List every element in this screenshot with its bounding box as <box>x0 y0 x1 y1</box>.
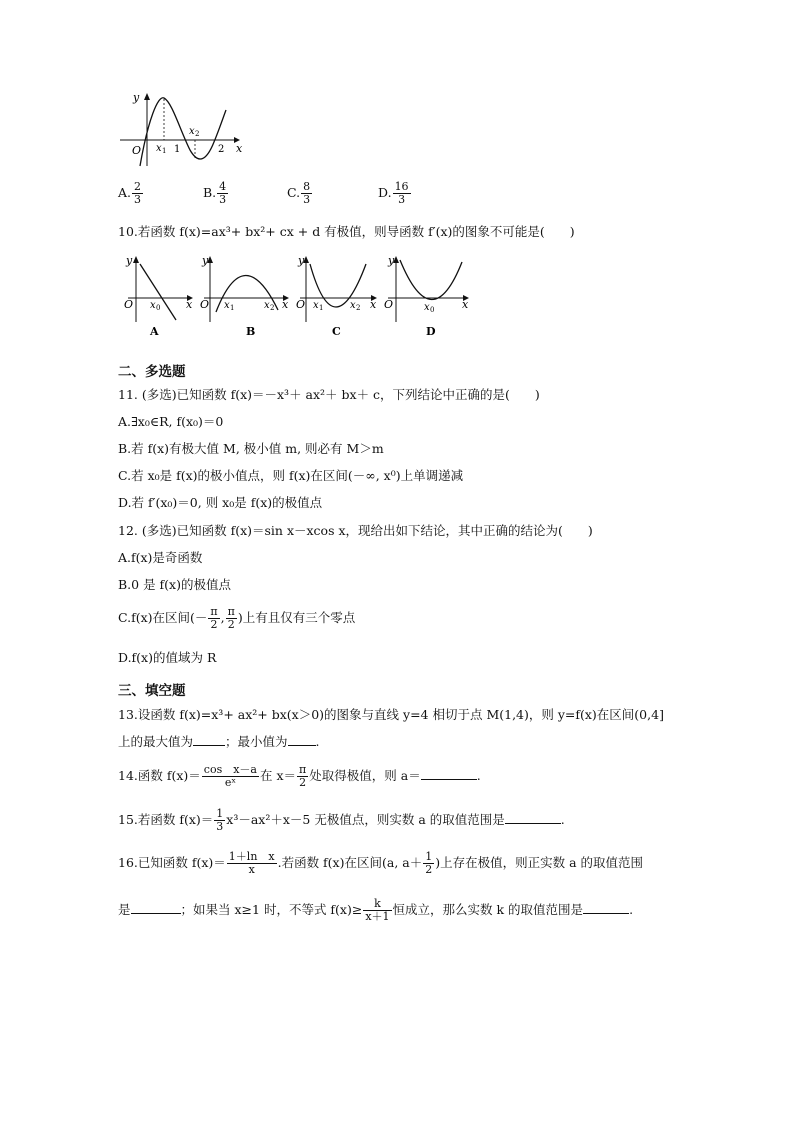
q12-stem: 12. (多选)已知函数 f(x)＝sin x－xcos x，现给出如下结论，其中正确的结论为( ) <box>118 523 593 538</box>
svg-text:O: O <box>296 298 306 311</box>
svg-text:2: 2 <box>270 304 275 312</box>
cubic-function-graph <box>118 90 244 170</box>
svg-text:x: x <box>186 298 193 311</box>
answer-blank <box>131 902 181 914</box>
svg-text:x: x <box>282 298 289 311</box>
section-heading-fill-in: 三、填空题 <box>118 683 186 699</box>
q12-option-b: B.0 是 f(x)的极值点 <box>118 577 231 592</box>
q12-option-a: A.f(x)是奇函数 <box>118 550 203 565</box>
svg-text:x: x <box>264 300 270 311</box>
svg-text:x: x <box>156 143 162 154</box>
svg-text:0: 0 <box>156 304 161 312</box>
q12-option-d: D.f(x)的值域为 R <box>118 650 217 665</box>
svg-text:O: O <box>200 298 210 311</box>
q10-graph-b <box>200 250 292 340</box>
svg-text:x: x <box>350 300 356 311</box>
q11-stem: 11. (多选)已知函数 f(x)＝－x³＋ ax²＋ bx＋ c，下列结论中正确的是( ) <box>118 387 540 402</box>
q14: 14.函数 f(x)＝ $\frac{\text{cos x－a}}{\text{eˣ}}$ 在 x＝ $\frac{\pi}{2}$ 处取得极值，则 a＝ . <box>118 763 481 789</box>
q11-option-c: C.若 x₀是 f(x)的极小值点，则 f(x)在区间(－∞, x⁰)上单调递减 <box>118 468 464 483</box>
svg-text:x: x <box>313 300 319 311</box>
q16-line1: 16.已知函数 f(x)＝ $\frac{\text{1＋ln x}}{x}$ .若函数 f(x)在区间(a, a＋ $\frac{1}{2}$ )上存在极值，则正实数 a 的取值范围 <box>118 850 643 876</box>
answer-blank <box>288 734 316 746</box>
svg-text:D: D <box>426 325 436 338</box>
q16-line2: 是 ；如果当 x≥1 时，不等式 f(x)≥ $\frac{k}{x+1}$ 恒成立，那么实数 k 的取值范围是 . <box>118 897 634 923</box>
answer-blank <box>193 734 225 746</box>
svg-text:C: C <box>332 325 341 338</box>
svg-text:0: 0 <box>430 306 435 314</box>
q10-graph-d <box>384 250 474 340</box>
svg-text:B: B <box>246 325 256 338</box>
svg-text:2: 2 <box>218 144 225 155</box>
section-heading-multi-choice: 二、多选题 <box>118 364 186 380</box>
svg-text:y: y <box>202 254 209 267</box>
svg-text:x: x <box>224 300 230 311</box>
q10-stem: 10.若函数 f(x)=ax³+ bx²+ cx + d 有极值，则导函数 f′(x)的图象不可能是( ) <box>118 224 575 239</box>
svg-text:1: 1 <box>319 304 324 312</box>
svg-text:1: 1 <box>162 147 167 155</box>
svg-text:x: x <box>462 298 469 311</box>
svg-text:2: 2 <box>195 130 200 138</box>
q10-graph-a <box>118 250 196 340</box>
svg-text:O: O <box>132 144 142 157</box>
svg-text:2: 2 <box>356 304 361 312</box>
answer-blank <box>583 902 629 914</box>
q11-option-b: B.若 f(x)有极大值 M, 极小值 m, 则必有 M＞m <box>118 441 384 456</box>
svg-text:y: y <box>298 254 305 267</box>
svg-text:y: y <box>388 254 395 267</box>
svg-text:O: O <box>124 298 134 311</box>
svg-text:x: x <box>189 126 195 137</box>
svg-text:x: x <box>150 300 156 311</box>
answer-blank <box>421 768 477 780</box>
svg-text:x: x <box>370 298 377 311</box>
q12-option-c: C.f(x)在区间(－ $\frac{\pi}{2}$ , $\frac{\pi}{2}$ )上有且仅有三个零点 <box>118 605 356 631</box>
svg-text:1: 1 <box>230 304 235 312</box>
q11-option-d: D.若 f′(x₀)＝0, 则 x₀是 f(x)的极值点 <box>118 495 323 510</box>
q11-option-a: A.∃x₀∈R, f(x₀)＝0 <box>118 414 224 429</box>
q15: 15.若函数 f(x)＝ $\frac{1}{3}$ x³－ax²＋x－5 无极值点，则实数 a 的取值范围是 . <box>118 807 565 833</box>
answer-blank <box>505 812 561 824</box>
svg-text:y: y <box>133 91 140 104</box>
svg-text:A: A <box>150 325 159 338</box>
svg-text:x: x <box>424 302 430 313</box>
q9-choice-d: D. $\frac{16}{3}$ <box>378 180 409 206</box>
q9-choice-c: C. $\frac{8}{3}$ <box>287 180 311 206</box>
svg-text:y: y <box>126 254 133 267</box>
q9-choice-b: B. $\frac{4}{3}$ <box>203 180 227 206</box>
q10-graph-c <box>296 250 380 340</box>
q13-line1: 13.设函数 f(x)=x³+ ax²+ bx(x＞0)的图象与直线 y=4 相切于点 M(1,4)，则 y=f(x)在区间(0,4] <box>118 707 664 722</box>
svg-text:1: 1 <box>174 144 181 155</box>
q13-line2: 上的最大值为 ；最小值为 . <box>118 734 320 749</box>
svg-text:x: x <box>236 142 243 155</box>
q9-choice-a: A. $\frac{2}{3}$ <box>118 180 142 206</box>
svg-text:O: O <box>384 298 394 311</box>
